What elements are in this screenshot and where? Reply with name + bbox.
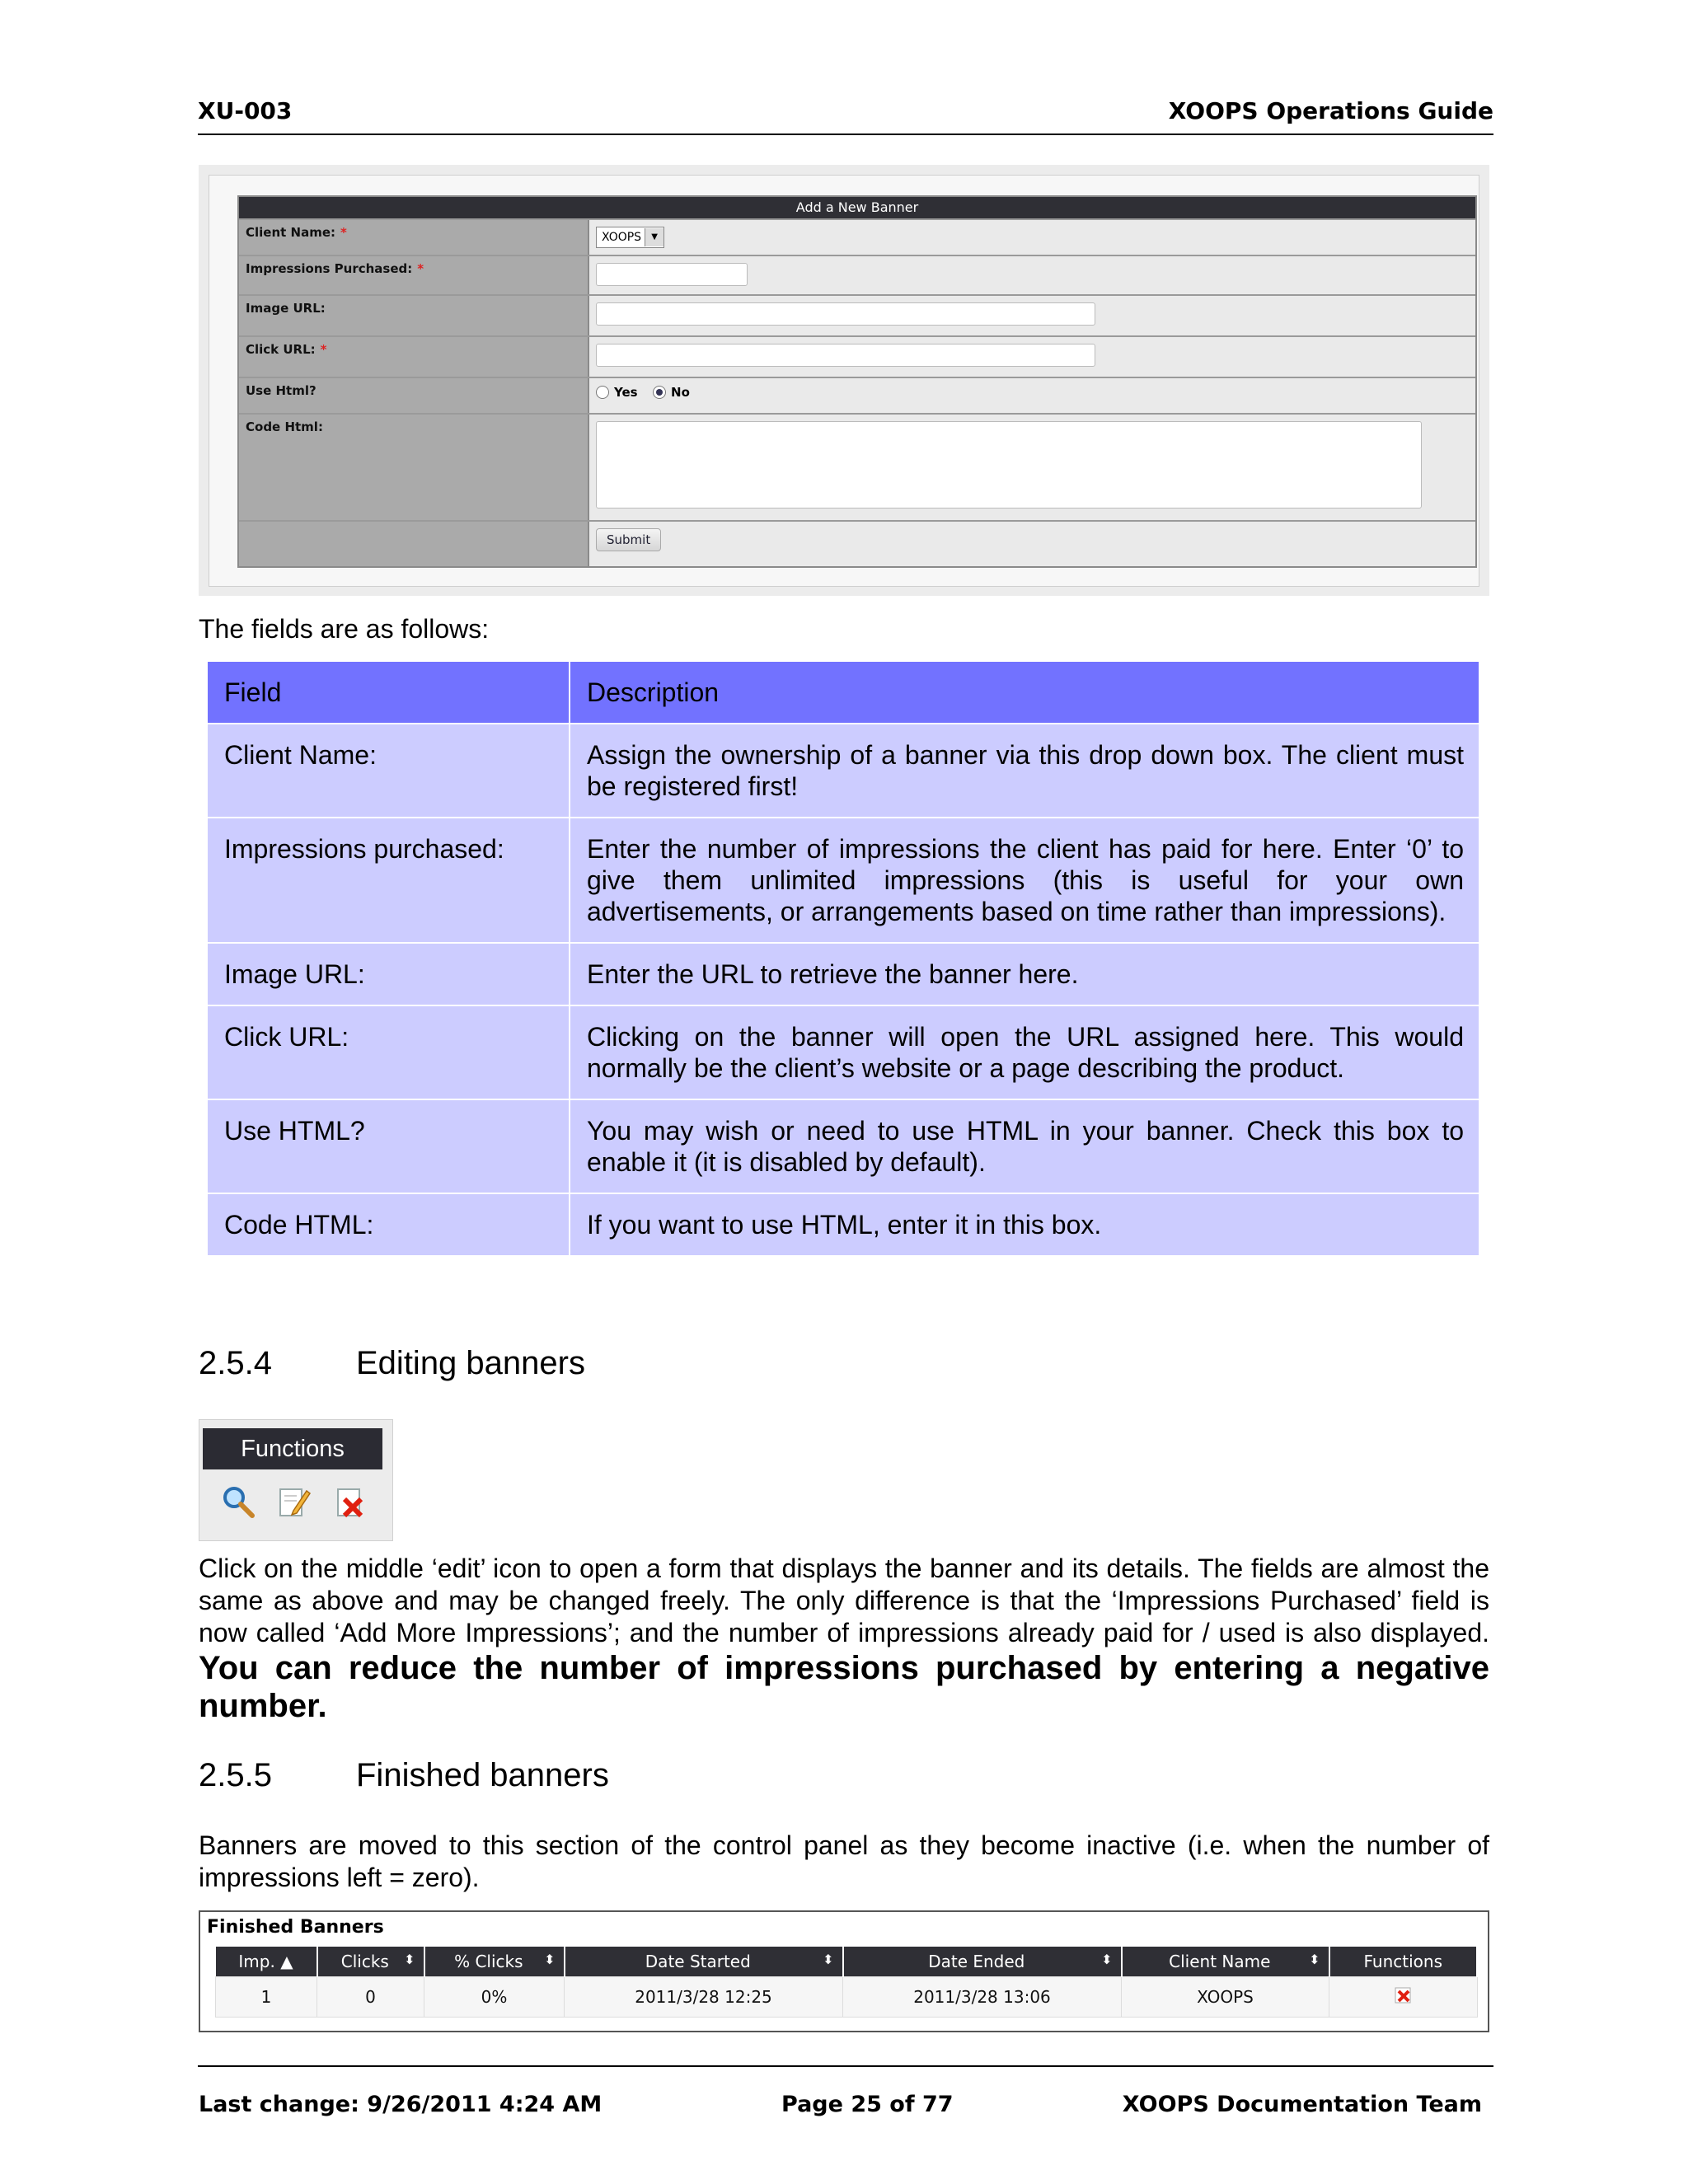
section-heading-editing: 2.5.4 Editing banners: [199, 1345, 585, 1381]
doc-id: XU-003: [198, 97, 293, 124]
finished-banners-title: Finished Banners: [207, 1917, 384, 1938]
magnifier-icon[interactable]: [221, 1484, 256, 1519]
column-client-name[interactable]: Client Name ⬍: [1122, 1947, 1329, 1977]
column-pct-clicks[interactable]: % Clicks ⬍: [424, 1947, 565, 1977]
use-html-label: Use Html?: [239, 378, 589, 413]
sort-icon: ⬍: [404, 1952, 415, 1967]
sort-icon: ⬍: [823, 1952, 834, 1967]
table-row: Use HTML? You may wish or need to use HTML in your banner. Check this box to enable it (it is disabled by default).: [207, 1099, 1479, 1193]
sort-asc-icon: ▲: [280, 1952, 293, 1971]
submit-button[interactable]: Submit: [596, 528, 661, 551]
finished-banners-table: [215, 1947, 1478, 2018]
click-url-input[interactable]: [596, 344, 1095, 367]
column-date-ended[interactable]: Date Ended ⬍: [843, 1947, 1122, 1977]
table-row: Click URL: Clicking on the banner will open the URL assigned here. This would normally be the client’s website or a page describing the product.: [207, 1005, 1479, 1099]
impressions-label: Impressions Purchased: *: [239, 256, 589, 294]
edit-icon[interactable]: [277, 1484, 312, 1519]
table-row: 1 0 0% 2011/3/28 12:25 2011/3/28 13:06 XOOPS: [216, 1977, 1478, 2018]
code-html-label: Code Html:: [239, 415, 589, 520]
fields-table: [206, 660, 1480, 1257]
client-name-select[interactable]: XOOPS ▼: [596, 227, 664, 248]
footer-team: XOOPS Documentation Team: [1122, 2092, 1482, 2117]
table-row: Image URL: Enter the URL to retrieve the banner here.: [207, 943, 1479, 1005]
functions-header: Functions: [203, 1428, 382, 1469]
finished-description: Banners are moved to this section of the control panel as they become inactive (i.e. when the number of impressions left = zero).: [199, 1830, 1489, 1892]
code-html-textarea[interactable]: [596, 421, 1422, 509]
doc-title: XOOPS Operations Guide: [1168, 97, 1493, 124]
functions-screenshot: [199, 1419, 393, 1541]
client-name-label: Client Name: *: [239, 220, 589, 255]
delete-icon[interactable]: [333, 1484, 368, 1519]
sort-icon: ⬍: [544, 1952, 556, 1967]
table-row: Impressions purchased: Enter the number of impressions the client has paid for here. Enter ‘0’ to give them unlimited impressions (this is useful for your own advertisements, or arrangements based on time rather than impressions).: [207, 818, 1479, 943]
chevron-down-icon: ▼: [645, 228, 663, 246]
footer-divider: [198, 2065, 1493, 2067]
column-imp[interactable]: Imp. ▲: [216, 1947, 317, 1977]
footer-page-number: Page 25 of 77: [781, 2092, 954, 2117]
delete-icon[interactable]: [1394, 1986, 1412, 2004]
edit-note-bold: You can reduce the number of impressions purchased by entering a negative number.: [199, 1650, 1489, 1724]
table-row: Code HTML: If you want to use HTML, enter it in this box.: [207, 1193, 1479, 1256]
use-html-yes-radio[interactable]: Yes: [596, 385, 638, 400]
add-banner-form: [237, 195, 1477, 568]
image-url-input[interactable]: [596, 302, 1095, 326]
form-title: Add a New Banner: [239, 197, 1475, 218]
column-date-started[interactable]: Date Started ⬍: [565, 1947, 843, 1977]
use-html-no-radio[interactable]: No: [653, 385, 690, 400]
image-url-label: Image URL:: [239, 296, 589, 335]
impressions-input[interactable]: [596, 263, 748, 286]
sort-icon: ⬍: [1101, 1952, 1113, 1967]
add-banner-screenshot: [199, 165, 1489, 596]
section-heading-finished: 2.5.5 Finished banners: [199, 1757, 609, 1793]
column-functions: Functions: [1329, 1947, 1478, 1977]
table-header-field: Field: [207, 661, 570, 724]
fields-intro: The fields are as follows:: [199, 614, 490, 644]
click-url-label: Click URL: *: [239, 337, 589, 377]
sort-icon: ⬍: [1309, 1952, 1320, 1967]
footer-last-change: Last change: 9/26/2011 4:24 AM: [199, 2092, 603, 2117]
table-header-description: Description: [570, 661, 1479, 724]
page-header: [198, 97, 1493, 135]
table-row: Client Name: Assign the ownership of a banner via this drop down box. The client must be registered first!: [207, 724, 1479, 818]
edit-description: Click on the middle ‘edit’ icon to open a form that displays the banner and its details. The fields are almost the same as above and may be changed freely. The only difference is that the ‘Impressions Purchased’ field is now called ‘Add More Impressions’; and the number of impressions already paid for / used is also displayed. You can reduce the number of impressions purchased by entering a negative number.: [199, 1554, 1489, 1724]
finished-banners-screenshot: [199, 1910, 1489, 2032]
column-clicks[interactable]: Clicks ⬍: [317, 1947, 424, 1977]
